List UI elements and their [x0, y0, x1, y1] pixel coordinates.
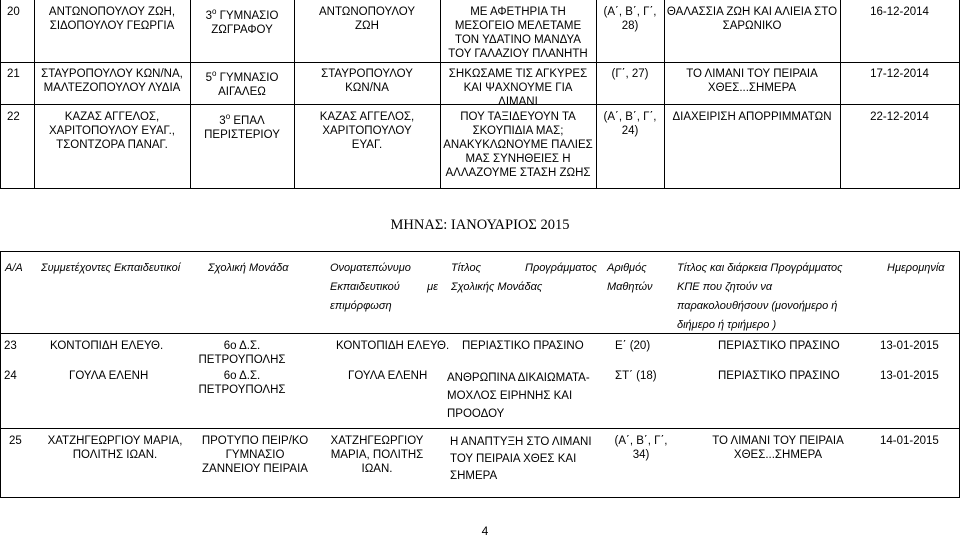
- participants: ΧΑΤΖΗΓΕΩΡΓΙΟΥ ΜΑΡΙΑ, ΠΟΛΙΤΗΣ ΙΩΑΝ.: [47, 435, 183, 461]
- month-title: ΜΗΝΑΣ: ΙΑΝΟΥΑΡΙΟΣ 2015: [390, 217, 570, 233]
- student-count: ΣΤ΄ (18): [615, 370, 657, 382]
- header-aa: Α/Α: [5, 262, 23, 274]
- date: 17-12-2014: [870, 68, 929, 80]
- header-school: Σχολική Μονάδα: [208, 262, 289, 274]
- page-number: 4: [481, 524, 489, 538]
- header-course: Τίτλος και διάρκεια Προγράμματος ΚΠΕ που ζητούν να παρακολουθήσουν (μονοήμερο ή διήμερο ή τριήμερο ): [677, 262, 843, 331]
- school: 6ο Δ.Σ. ΠΕΤΡΟΥΠΟΛΗΣ: [198, 370, 286, 396]
- trainee: ΓΟΥΛΑ ΕΛΕΝΗ: [348, 370, 428, 382]
- course-title: ΤΟ ΛΙΜΑΝΙ ΤΟΥ ΠΕΙΡΑΙΑ ΧΘΕΣ...ΣΗΜΕΡΑ: [686, 68, 818, 94]
- table-bottom-border: [0, 497, 960, 498]
- row-number: 22: [7, 111, 20, 123]
- trainee: ΑΝΤΩΝΟΠΟΥΛΟΥ ΖΩΗ: [318, 6, 416, 32]
- participants: ΚΑΖΑΣ ΑΓΓΕΛΟΣ, ΧΑΡΙΤΟΠΟΥΛΟΥ ΕΥΑΓ., ΤΣΟΝΤΖΟΡΑ ΠΑΝΑΓ.: [49, 111, 175, 151]
- student-count: Ε΄ (20): [615, 340, 651, 352]
- header-students: Αριθμός Μαθητών: [607, 262, 653, 293]
- school: 6ο Δ.Σ. ΠΕΤΡΟΥΠΟΛΗΣ: [198, 340, 286, 366]
- school: ΠΡΟΤΥΠΟ ΠΕΙΡ/ΚΟ ΓΥΜΝΑΣΙΟ ΖΑΝΝΕΙΟΥ ΠΕΙΡΑΙΑ: [201, 435, 309, 475]
- program-title: ΜΕ ΑΦΕΤΗΡΙΑ ΤΗ ΜΕΣΟΓΕΙΟ ΜΕΛΕΤΑΜΕ ΤΟΝ ΥΔΑΤΙΝΟ ΜΑΝΔΥΑ ΤΟΥ ΓΑΛΑΖΙΟΥ ΠΛΑΝΗΤΗ: [448, 6, 588, 60]
- school: $3^o$ ΓΥΜΝΑΣΙΟ ΖΩΓΡΑΦΟΥ: [205, 7, 279, 36]
- row-divider: [0, 428, 960, 429]
- header-trainee: Ονοματεπώνυμο Εκπαιδευτικού με επιμόρφωση: [330, 262, 438, 312]
- header-participants: Συμμετέχοντες Εκπαιδευτικοί: [41, 262, 181, 274]
- col-divider: [840, 0, 841, 189]
- school: $3^o$ ΕΠΑΛ ΠΕΡΙΣΤΕΡΙΟΥ: [204, 112, 280, 141]
- course-title: ΤΟ ΛΙΜΑΝΙ ΤΟΥ ΠΕΙΡΑΙΑ ΧΘΕΣ...ΣΗΜΕΡΑ: [712, 435, 844, 461]
- row-number: 25: [9, 435, 22, 447]
- participants: ΓΟΥΛΑ ΕΛΕΝΗ: [69, 370, 149, 382]
- header-program: Τίτλος Προγράμματος Σχολικής Μονάδας: [451, 262, 597, 293]
- participants: ΑΝΤΩΝΟΠΟΥΛΟΥ ΖΩΗ, ΣΙΔΟΠΟΥΛΟΥ ΓΕΩΡΓΙΑ: [48, 6, 176, 32]
- student-count: (Γ΄, 27): [611, 68, 649, 80]
- program-title: Η ΑΝΑΠΤΥΞΗ ΣΤΟ ΛΙΜΑΝΙ ΤΟΥ ΠΕΙΡΑΙΑ ΧΘΕΣ ΚΑΙ ΣΗΜΕΡΑ: [450, 436, 592, 482]
- program-title: ΣΗΚΩΣΑΜΕ ΤΙΣ ΑΓΚΥΡΕΣ ΚΑΙ ΨΑΧΝΟΥΜΕ ΓΙΑ ΛΙΜΑΝΙ: [448, 68, 588, 108]
- date: 22-12-2014: [870, 111, 929, 123]
- program-title: ΠΟΥ ΤΑΞΙΔΕΥΟΥΝ ΤΑ ΣΚΟΥΠΙΔΙΑ ΜΑΣ; ΑΝΑΚΥΚΛΩΝΟΥΜΕ ΠΑΛΙΕΣ ΜΑΣ ΣΥΝΗΘΕΙΕΣ Η ΑΛΛΑΖΟΥΜΕ ΣΤΑΣΗ ΖΩΗΣ: [443, 111, 593, 179]
- col-divider: [0, 0, 1, 189]
- participants: ΣΤΑΥΡΟΠΟΥΛΟΥ ΚΩΝ/ΝΑ, ΜΑΛΤΕΖΟΠΟΥΛΟΥ ΛΥΔΙΑ: [41, 68, 183, 94]
- trainee: ΧΑΤΖΗΓΕΩΡΓΙΟΥ ΜΑΡΙΑ, ΠΟΛΙΤΗΣ ΙΩΑΝ.: [330, 435, 424, 475]
- school: $5^o$ ΓΥΜΝΑΣΙΟ ΑΙΓΑΛΕΩ: [205, 69, 279, 98]
- col-divider: [0, 251, 1, 498]
- course-title: ΘΑΛΑΣΣΙΑ ΖΩΗ ΚΑΙ ΑΛΙΕΙΑ ΣΤΟ ΣΑΡΩΝΙΚΟ: [666, 6, 838, 32]
- course-title: ΠΕΡΙΑΣΤΙΚΟ ΠΡΑΣΙΝΟ: [718, 370, 840, 382]
- trainee: ΚΟΝΤΟΠΙΔΗ ΕΛΕΥΘ.: [336, 340, 450, 352]
- date: 16-12-2014: [870, 6, 929, 18]
- row-divider: [0, 62, 960, 63]
- row-number: 20: [7, 6, 20, 18]
- participants: ΚΟΝΤΟΠΙΔΗ ΕΛΕΥΘ.: [50, 340, 164, 352]
- course-title: ΔΙΑΧΕΙΡΙΣΗ ΑΠΟΡΡΙΜΜΑΤΩΝ: [672, 111, 832, 123]
- date: 13-01-2015: [880, 370, 939, 382]
- date: 14-01-2015: [880, 435, 939, 447]
- course-title: ΠΕΡΙΑΣΤΙΚΟ ΠΡΑΣΙΝΟ: [718, 340, 840, 352]
- row-number: 23: [4, 340, 17, 352]
- trainee: ΚΑΖΑΣ ΑΓΓΕΛΟΣ, ΧΑΡΙΤΟΠΟΥΛΟΥ ΕΥΑΓ.: [319, 111, 415, 151]
- program-title: ΠΕΡΙΑΣΤΙΚΟ ΠΡΑΣΙΝΟ: [462, 340, 584, 352]
- trainee: ΣΤΑΥΡΟΠΟΥΛΟΥ ΚΩΝ/ΝΑ: [321, 68, 413, 94]
- program-title: ΑΝΘΡΩΠΙΝΑ ΔΙΚΑΙΩΜΑΤΑ- ΜΟΧΛΟΣ ΕΙΡΗΝΗΣ ΚΑΙ ΠΡΟΟΔΟΥ: [447, 372, 590, 420]
- student-count: (Α΄, Β΄, Γ΄, 24): [603, 111, 657, 137]
- row-number: 21: [7, 68, 20, 80]
- table-bottom-border: [0, 188, 960, 189]
- student-count: (Α΄, Β΄, Γ΄, 28): [603, 6, 657, 32]
- student-count: (Α΄, Β΄, Γ΄, 34): [614, 435, 668, 461]
- table-top-border: [0, 251, 960, 252]
- row-number: 24: [4, 370, 17, 382]
- header-date: Ημερομηνία: [887, 262, 945, 274]
- date: 13-01-2015: [880, 340, 939, 352]
